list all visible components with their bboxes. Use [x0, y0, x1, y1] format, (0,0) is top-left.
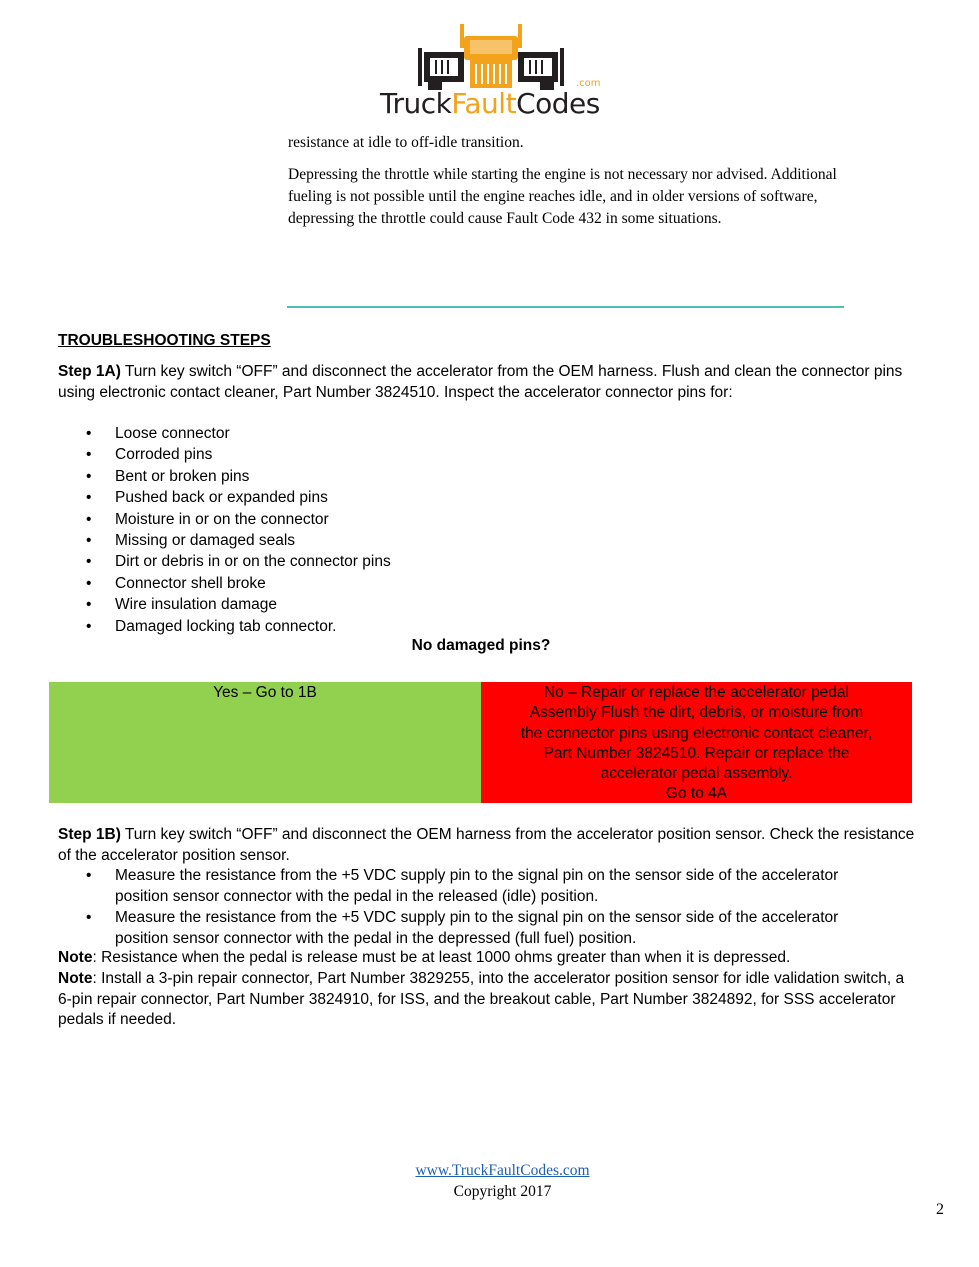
- list-item: • Measure the resistance from the +5 VDC supply pin to the signal pin on the sensor side of the accelerator position sensor connector with the pedal in the depressed (full fuel) position.: [86, 909, 839, 947]
- list-item: • Missing or damaged seals: [86, 530, 916, 551]
- list-item: • Measure the resistance from the +5 VDC supply pin to the signal pin on the sensor side of the accelerator position sensor connector with the pedal in the released (idle) position.: [86, 867, 839, 905]
- intro-line-top: resistance at idle to off-idle transition.: [288, 134, 524, 151]
- footer-copyright: Copyright 2017: [453, 1183, 552, 1200]
- decision-no-line: the connector pins using electronic contact cleaner,: [520, 724, 873, 742]
- list-item: • Moisture in or on the connector: [86, 509, 916, 530]
- logo-wordmark: [380, 84, 602, 124]
- intro-paragraph: Depressing the throttle while starting the engine is not necessary nor advised. Additional fueling is not possible until the engine reaches idle, and in older versions of software, depressing the throttle could cause Fault Code 432 in some situations.: [288, 166, 837, 227]
- footer-link-row: [0, 1160, 979, 1181]
- section-title: TROUBLESHOOTING STEPS: [58, 332, 271, 349]
- list-item: • Bent or broken pins: [86, 466, 916, 487]
- bullet-icon: •: [86, 510, 92, 528]
- list-item: • Wire insulation damage: [86, 594, 916, 615]
- bullet-icon: •: [86, 909, 92, 926]
- section-divider: [287, 306, 844, 308]
- footer-website-link[interactable]: www.TruckFaultCodes.com: [415, 1162, 590, 1179]
- step-1a-text: Turn key switch “OFF” and disconnect the accelerator from the OEM harness. Flush and clean the connector pins using electronic contact cleaner, Part Number 3824510. Inspect the accelerator connector pins for:: [58, 363, 903, 401]
- decision-table: [49, 682, 912, 803]
- step-1a-paragraph: [58, 362, 918, 403]
- list-item: • Damaged locking tab connector.: [86, 616, 916, 637]
- logo-word-truck: Truck: [380, 87, 452, 120]
- logo-word-codes: Codes: [516, 87, 600, 120]
- decision-no-line: No – Repair or replace the accelerator pedal: [543, 684, 849, 701]
- step-1b-text: Turn key switch “OFF” and disconnect the OEM harness from the accelerator position sensor. Check the resistance of the accelerator position sensor.: [58, 826, 915, 864]
- bullet-icon: •: [86, 467, 92, 485]
- step-1b-label: Step 1B): [58, 826, 121, 843]
- decision-no-cell: [481, 682, 912, 803]
- bullet-icon: •: [86, 574, 92, 592]
- note-label: Note: [58, 970, 93, 987]
- bullet-icon: •: [86, 617, 92, 635]
- decision-no-line: Assembly Flush the dirt, debris, or moisture from: [529, 704, 864, 722]
- note-text: : Resistance when the pedal is release must be at least 1000 ohms greater than when it is depressed.: [92, 949, 791, 966]
- decision-no-line: Part Number 3824510. Repair or replace the: [543, 744, 850, 762]
- step-1a-question: No damaged pins?: [411, 637, 551, 654]
- decision-no-line: Go to 4A: [665, 785, 728, 803]
- decision-no-line: accelerator pedal assembly.: [600, 765, 793, 783]
- step-1b-note-2: [58, 969, 918, 1031]
- logo-word-fault: Fault: [451, 87, 517, 120]
- bullet-icon: •: [86, 446, 92, 464]
- decision-yes-cell: [49, 682, 481, 803]
- list-item: • Pushed back or expanded pins: [86, 487, 916, 508]
- step-1b-bullet-list: [86, 866, 886, 950]
- step-1b-paragraph: [58, 825, 918, 866]
- bullet-icon: •: [86, 425, 92, 442]
- list-item: • Connector shell broke: [86, 573, 916, 594]
- logo-word-com: .com: [576, 78, 601, 89]
- list-item: • Corroded pins: [86, 444, 916, 465]
- site-logo: [380, 22, 602, 126]
- note-text: : Install a 3-pin repair connector, Part Number 3829255, into the accelerator position sensor for idle validation switch, a 6-pin repair connector, Part Number 3824910, for ISS, and the breakout cable, Part Number 3824892, for SSS accelerator pedals if needed.: [58, 970, 905, 1028]
- note-label: Note: [58, 949, 93, 966]
- decision-yes-text: Yes – Go to 1B: [213, 684, 317, 701]
- step-1a-bullet-list: [86, 423, 916, 637]
- step-1a-label: Step 1A): [58, 363, 121, 380]
- truck-icon: [380, 22, 602, 92]
- bullet-icon: •: [86, 553, 92, 571]
- bullet-icon: •: [86, 596, 92, 614]
- bullet-icon: •: [86, 867, 92, 884]
- step-1b-note-1: [58, 948, 918, 969]
- page-number: 2: [936, 1201, 944, 1218]
- list-item: • Dirt or debris in or on the connector pins: [86, 551, 916, 572]
- bullet-icon: •: [86, 531, 92, 549]
- bullet-icon: •: [86, 489, 92, 507]
- list-item: • Loose connector: [86, 423, 916, 444]
